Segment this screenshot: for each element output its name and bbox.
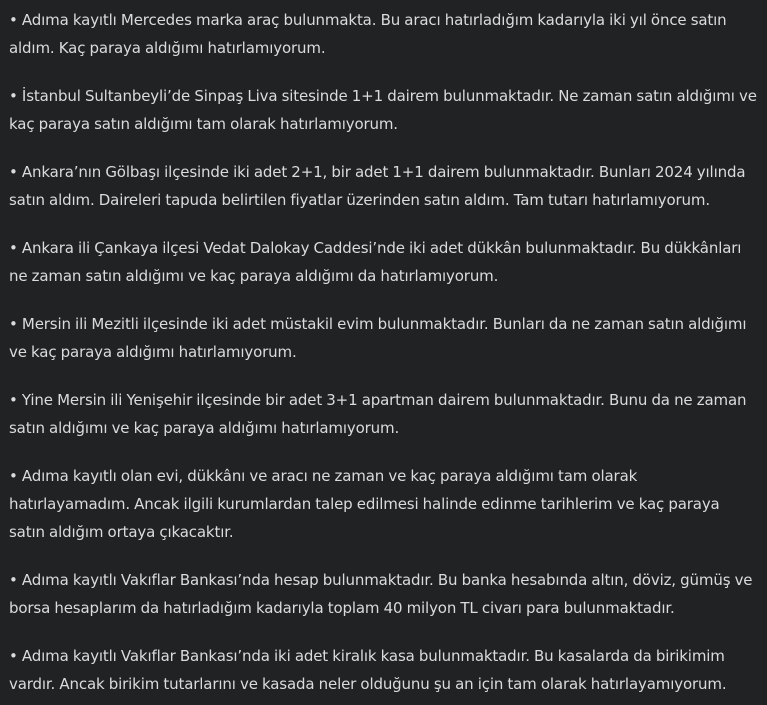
statement-paragraph-acquisition-dates: • Adıma kayıtlı olan evi, dükkânı ve aracı ne zaman ve kaç paraya aldığımı tam olarak hatırlayamadım. Ancak ilgili kurumlardan talep edilmesi halinde edinme tarihlerim ve kaç paraya satın aldığım ortaya çıkacaktır.: [9, 467, 720, 541]
statement-paragraph-yenisehir-apartment: • Yine Mersin ili Yenişehir ilçesinde bir adet 3+1 apartman dairem bulunmaktadır. Bunu da ne zaman satın aldığımı ve kaç paraya aldığımı hatırlamıyorum.: [9, 391, 747, 437]
statement-paragraph-istanbul-flat: • İstanbul Sultanbeyli’de Sinpaş Liva sitesinde 1+1 dairem bulunmaktadır. Ne zaman satın aldığımı ve kaç paraya satın aldığımı tam olarak hatırlamıyorum.: [9, 87, 757, 133]
statement-paragraph-ankara-flats: • Ankara’nın Gölbaşı ilçesinde iki adet 2+1, bir adet 1+1 dairem bulunmaktadır. Bunları 2024 yılında satın aldım. Daireleri tapuda belirtilen fiyatlar üzerinden satın aldım. Tam tutarı hatırlamıyorum.: [9, 163, 746, 209]
statement-paragraph-mezitli-houses: • Mersin ili Mezitli ilçesinde iki adet müstakil evim bulunmaktadır. Bunları da ne zaman satın aldığımı ve kaç paraya aldığımı hatırlamıyorum.: [9, 315, 747, 361]
statement-paragraph-car: • Adıma kayıtlı Mercedes marka araç bulunmakta. Bu aracı hatırladığım kadarıyla iki yıl önce satın aldım. Kaç paraya aldığımı hatırlamıyorum.: [9, 11, 727, 57]
statement-paragraph-safe-deposit: • Adıma kayıtlı Vakıflar Bankası’nda iki adet kiralık kasa bulunmaktadır. Bu kasalarda da birikimim vardır. Ancak birikim tutarlarını ve kasada neler olduğunu şu an için tam olarak hatırlayamıyorum.: [9, 647, 727, 693]
statement-paragraph-bank-account: • Adıma kayıtlı Vakıflar Bankası’nda hesap bulunmaktadır. Bu banka hesabında altın, döviz, gümüş ve borsa hesaplarım da hatırladığım kadarıyla toplam 40 milyon TL civarı para bulunmaktadır.: [9, 571, 753, 617]
statement-paragraph-ankara-shops: • Ankara ili Çankaya ilçesi Vedat Dalokay Caddesi’nde iki adet dükkân bulunmaktadır. Bu dükkânları ne zaman satın aldığımı ve kaç paraya aldığımı da hatırlamıyorum.: [9, 239, 742, 285]
